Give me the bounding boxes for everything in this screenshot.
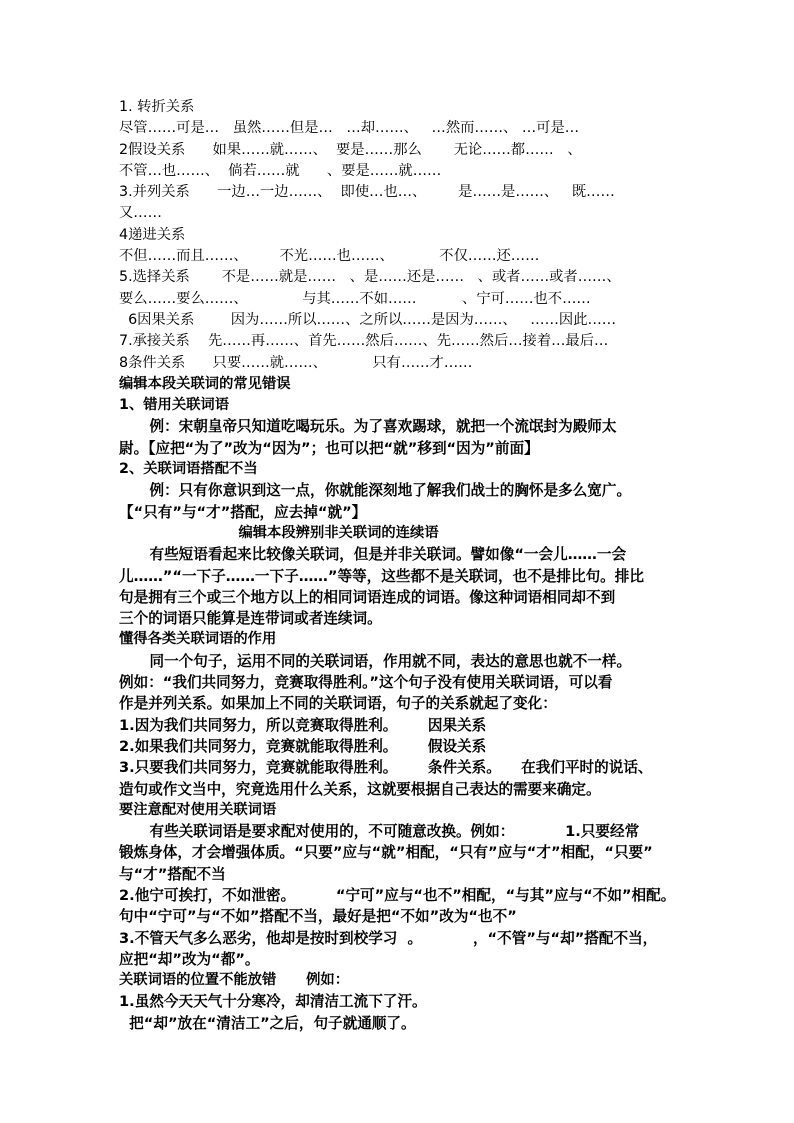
- subsection-heading: 1、错用关联词语: [119, 397, 230, 414]
- paragraph-line: 尉。【应把“为了”改为“因为”；也可以把“就”移到“因为”前面】: [119, 439, 539, 457]
- text-line: 不但……而且……、 不光……也……、 不仅……还……: [119, 248, 540, 265]
- section-heading: 懂得各类关联词语的作用: [119, 631, 277, 648]
- example-line: 2.他宁可挨打，不如泄密。 “宁可”应与“也不”相配，“与其”应与“不如”相配。: [119, 886, 676, 904]
- paragraph-line: 造句或作文当中，究竟选用什么关系，这就要根据自己表达的需要来确定。: [119, 780, 601, 798]
- paragraph-line: 应把“却”改为“都”。: [119, 950, 260, 968]
- paragraph-line: 有些短语看起来比较像关联词，但是并非关联词。譬如像“一会儿……一会: [119, 546, 627, 564]
- section-heading: 关联词语的位置不能放错 例如：: [119, 972, 350, 989]
- paragraph-line: 有些关联词语是要求配对使用的，不可随意改换。例如： 1.只要经常: [119, 823, 640, 841]
- paragraph-line: 作是并列关系。如果加上不同的关联词语，句子的关系就起了变化：: [119, 695, 557, 713]
- example-line: 2.如果我们共同努力，竞赛就能取得胜利。 假设关系: [119, 737, 487, 755]
- paragraph-line: 把“却”放在“清洁工”之后，句子就通顺了。: [119, 1014, 416, 1032]
- text-line: 4递进关系: [119, 226, 186, 243]
- section-heading: 要注意配对使用关联词语: [119, 801, 277, 818]
- paragraph-line: 三个的词语只能算是连带词或者连续词。: [119, 610, 382, 628]
- example-line: 1.因为我们共同努力，所以竞赛取得胜利。 因果关系: [119, 716, 487, 734]
- text-line: 7.承接关系 先……再……、首先……然后……、先……然后…接着…最后…: [119, 333, 609, 350]
- text-line: 又……: [119, 205, 162, 222]
- section-heading: 编辑本段辨别非关联词的连续语: [119, 524, 439, 541]
- text-line: 3.并列关系 一边…一边……、 即使…也…、 是……是……、 既……: [119, 184, 615, 201]
- section-heading-contrast: 1. 转折关系: [119, 99, 195, 115]
- section-heading: 编辑本段关联词的常见错误: [119, 375, 291, 392]
- text-line: 不管…也……、 倘若……就 、要是……就……: [119, 162, 442, 179]
- paragraph-line: 例如：“我们共同努力，竞赛取得胜利。”这个句子没有使用关联词语，可以看: [119, 674, 613, 692]
- example-line: 3.只要我们共同努力，竞赛就能取得胜利。 条件关系。 在我们平时的说话、: [119, 759, 653, 777]
- text-line: 2假设关系 如果……就……、 要是……那么 无论……都…… 、: [119, 141, 582, 158]
- example-line: 1.虽然今天天气十分寒冷，却清洁工流下了汗。: [119, 993, 427, 1011]
- paragraph-line: 儿……”“一下子……一下子……”等等，这些都不是关联词，也不是排比句。排比: [119, 567, 644, 585]
- paragraph-line: 锻炼身体，才会增强体质。“只要”应与“就”相配，“只有”应与“才”相配，“只要”: [119, 844, 653, 862]
- paragraph-line: 【“只有”与“才”搭配，应去掉“就”】: [119, 503, 367, 521]
- paragraph-line: 与“才”搭配不当: [119, 865, 226, 883]
- text-line: 尽管……可是… 虽然……但是… …却……、 …然而……、 …可是…: [119, 120, 580, 137]
- subsection-heading: 2、关联词语搭配不当: [119, 461, 258, 478]
- paragraph-line: 例：宋朝皇帝只知道吃喝玩乐。为了喜欢踢球，就把一个流氓封为殿师太: [119, 418, 617, 436]
- text-line: 6因果关系 因为……所以……、之所以……是因为……、 ……因此……: [119, 311, 617, 328]
- paragraph-line: 例：只有你意识到这一点，你就能深刻地了解我们战士的胸怀是多么宽广。: [119, 482, 632, 500]
- text-line: 5.选择关系 不是……就是…… 、是……还是…… 、或者……或者……、: [119, 269, 621, 286]
- text-line: 要么……要么……、 与其……不如…… 、宁可……也不……: [119, 290, 591, 307]
- paragraph-line: 句中“宁可”与“不如”搭配不当，最好是把“不如”改为“也不”: [119, 908, 517, 926]
- document-body: [119, 97, 679, 1034]
- paragraph-line: 同一个句子，运用不同的关联词语，作用就不同，表达的意思也就不一样。: [119, 652, 632, 670]
- paragraph-line: 句是拥有三个或三个地方以上的相同词语连成的词语。像这种词语相同却不到: [119, 588, 616, 606]
- example-line: 3.不管天气多么恶劣，他却是按时到校学习 。 ，“不管”与“却”搭配不当，: [119, 929, 658, 947]
- text-line: 8条件关系 只要……就……、 只有……才……: [119, 354, 473, 371]
